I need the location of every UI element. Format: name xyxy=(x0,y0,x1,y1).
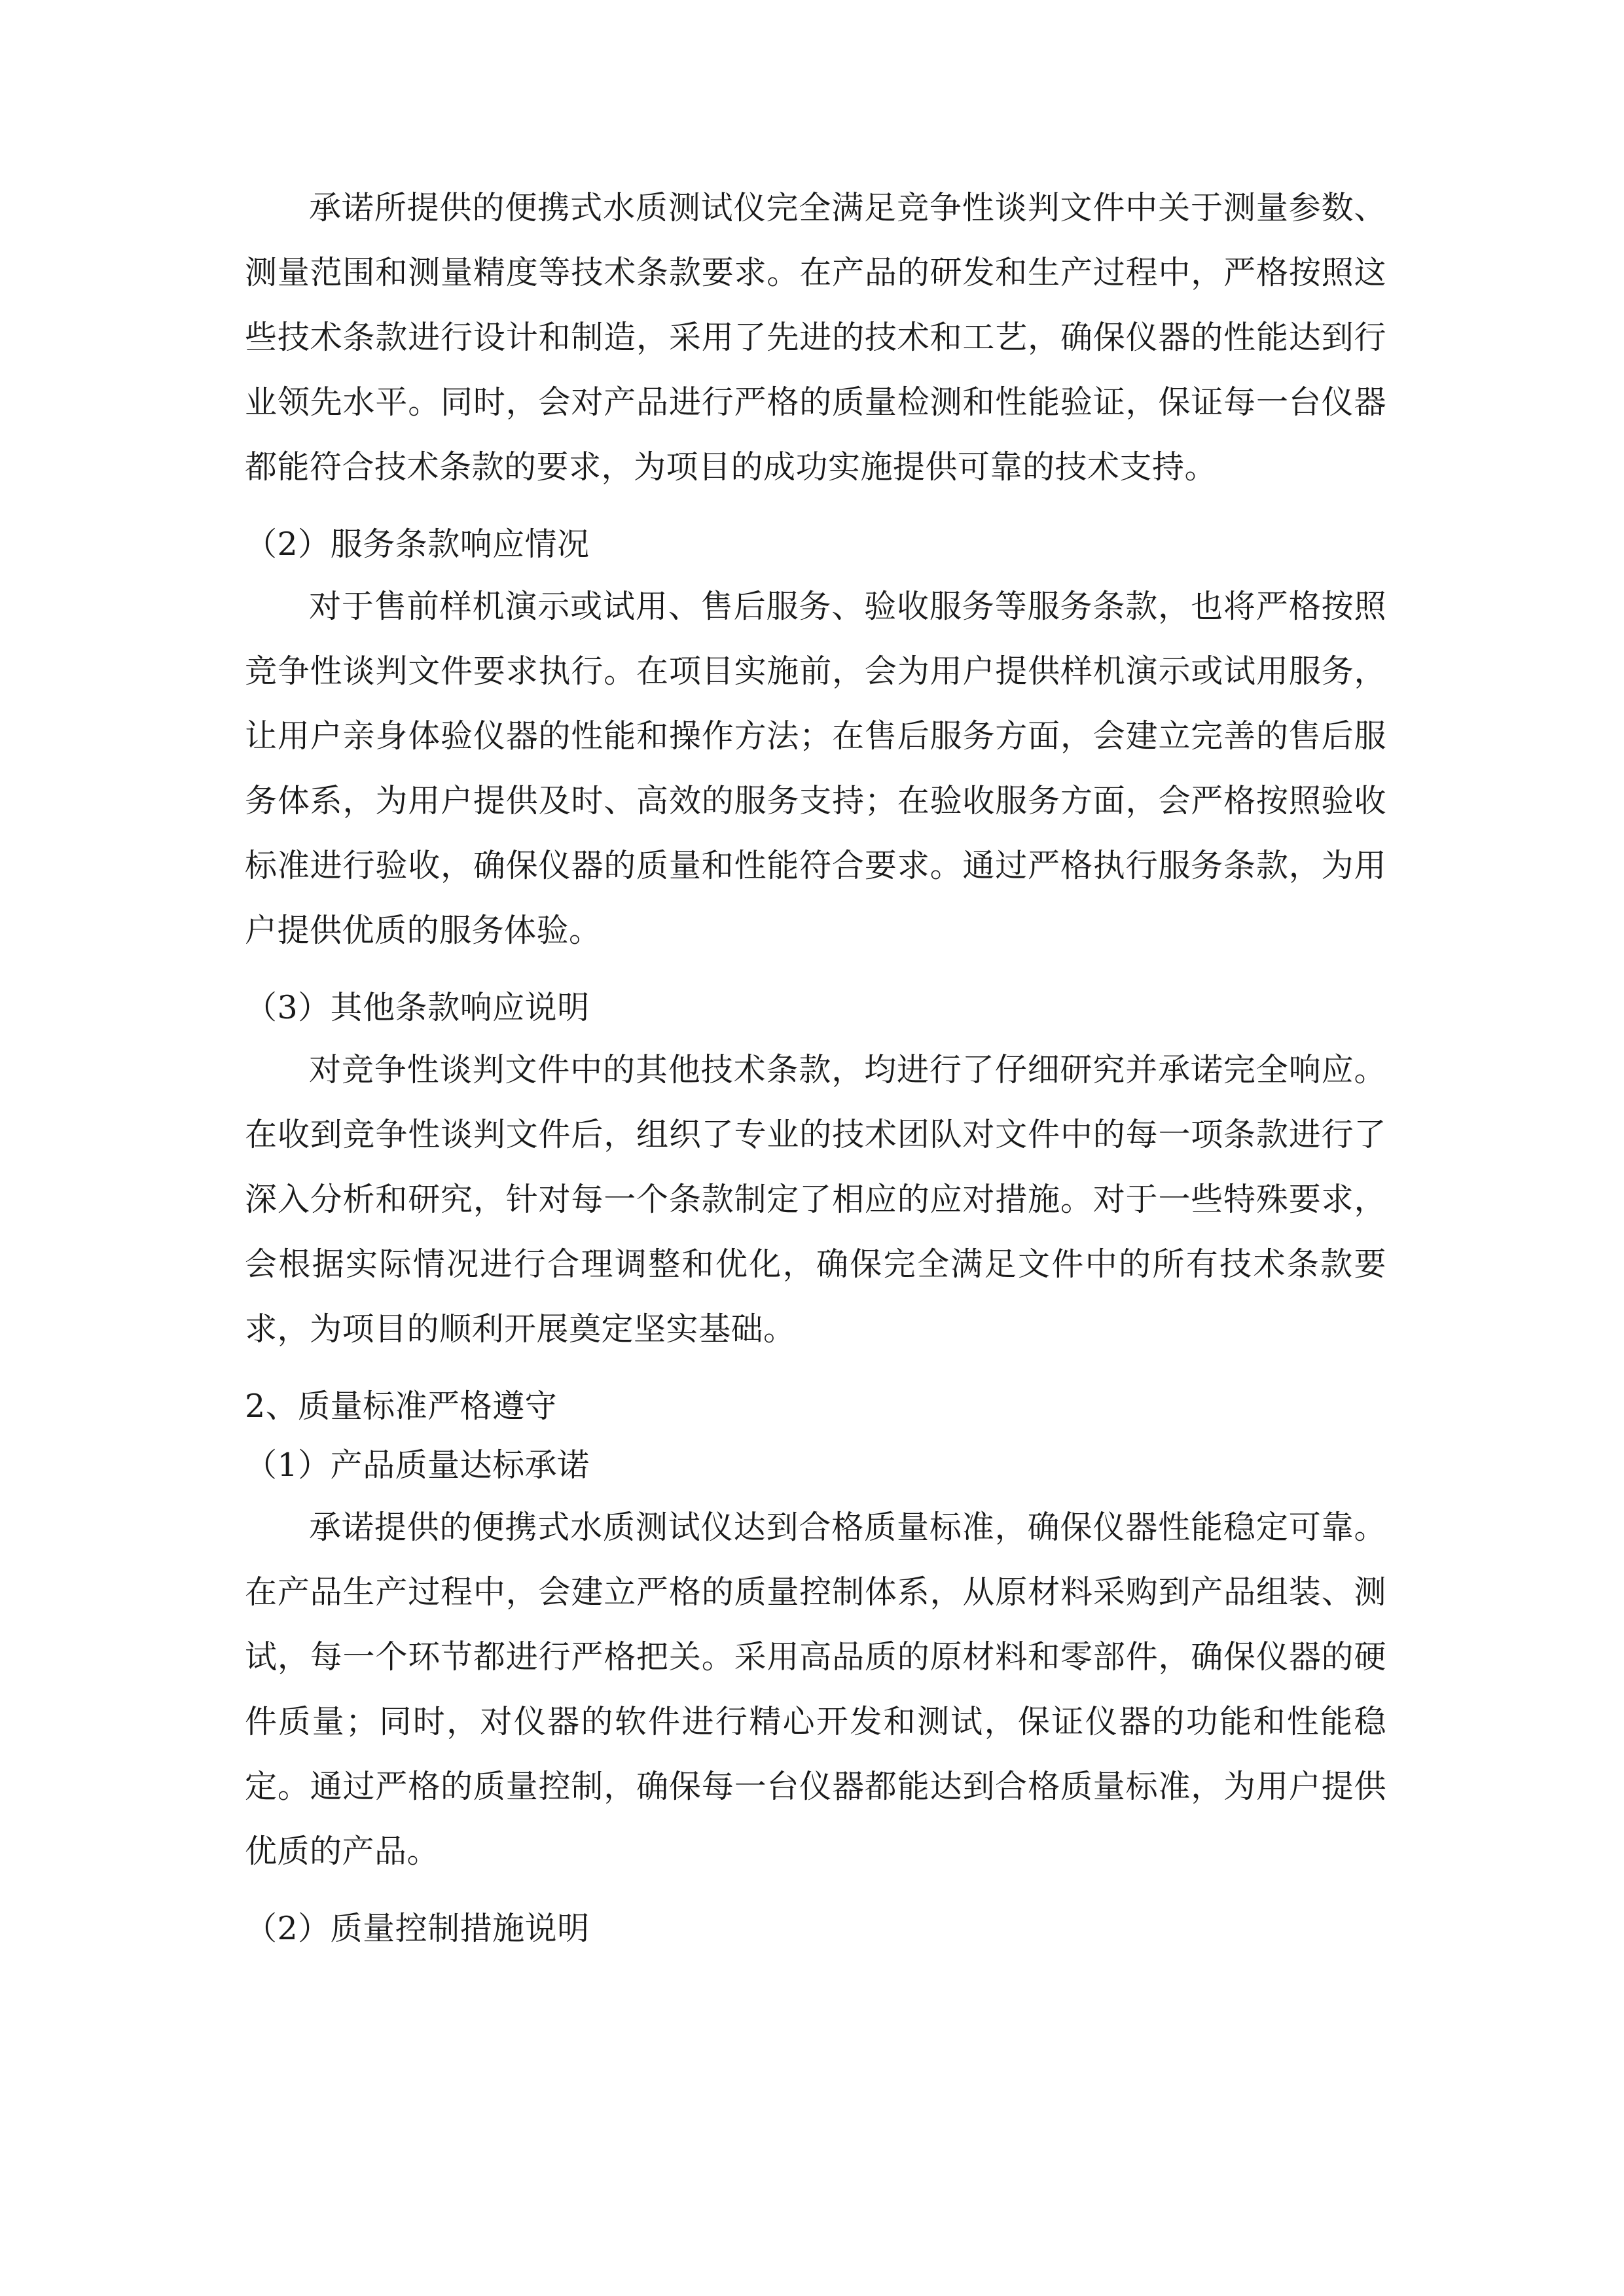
paragraph-technical-commitment: 承诺所提供的便携式水质测试仪完全满足竞争性谈判文件中关于测量参数、测量范围和测量精度等技术条款要求。在产品的研发和生产过程中，严格按照这些技术条款进行设计和制造，采用了先进的技术和工艺，确保仪器的性能达到行业领先水平。同时，会对产品进行严格的质量检测和性能验证，保证每一台仪器都能符合技术条款的要求，为项目的成功实施提供可靠的技术支持。 xyxy=(245,189,1386,486)
heading-service-terms: （2）服务条款响应情况 xyxy=(245,526,590,563)
paragraph-product-quality: 承诺提供的便携式水质测试仪达到合格质量标准，确保仪器性能稳定可靠。在产品生产过程中，会建立严格的质量控制体系，从原材料采购到产品组装、测试，每一个环节都进行严格把关。采用高品质的原材料和零部件，确保仪器的硬件质量；同时，对仪器的软件进行精心开发和测试，保证仪器的功能和性能稳定。通过严格的质量控制，确保每一台仪器都能达到合格质量标准，为用户提供优质的产品。 xyxy=(245,1509,1386,1870)
heading-other-terms: （3）其他条款响应说明 xyxy=(245,989,590,1026)
heading-quality-control: （2）质量控制措施说明 xyxy=(245,1910,590,1947)
heading-product-quality: （1）产品质量达标承诺 xyxy=(245,1446,590,1484)
paragraph-other-terms: 对竞争性谈判文件中的其他技术条款，均进行了仔细研究并承诺完全响应。在收到竞争性谈判文件后，组织了专业的技术团队对文件中的每一项条款进行了深入分析和研究，针对每一个条款制定了相应的应对措施。对于一些特殊要求，会根据实际情况进行合理调整和优化，确保完全满足文件中的所有技术条款要求，为项目的顺利开展奠定坚实基础。 xyxy=(245,1051,1386,1348)
section-heading-quality-standards: 2、质量标准严格遵守 xyxy=(245,1388,558,1425)
document-body xyxy=(245,175,1386,1958)
paragraph-service-terms: 对于售前样机演示或试用、售后服务、验收服务等服务条款，也将严格按照竞争性谈判文件要求执行。在项目实施前，会为用户提供样机演示或试用服务，让用户亲身体验仪器的性能和操作方法；在售后服务方面，会建立完善的售后服务体系，为用户提供及时、高效的服务支持；在验收服务方面，会严格按照验收标准进行验收，确保仪器的质量和性能符合要求。通过严格执行服务条款，为用户提供优质的服务体验。 xyxy=(245,588,1386,949)
